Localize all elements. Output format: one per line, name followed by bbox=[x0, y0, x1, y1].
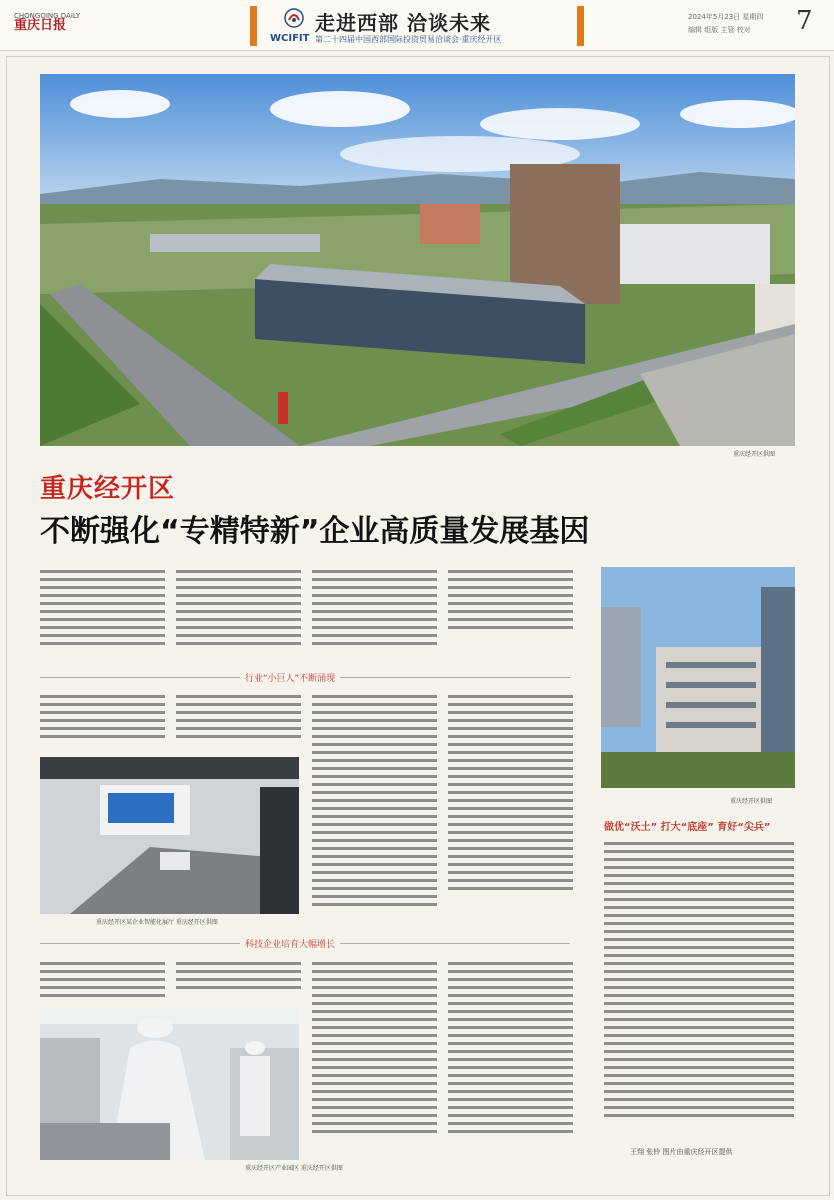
brand-en: CHONGQING DAILY bbox=[14, 12, 81, 20]
editor-credits: 编辑 组版 主管 校对 bbox=[688, 26, 751, 34]
fair-abbr: WCIFIT bbox=[270, 33, 310, 44]
body-text-col-10 bbox=[176, 962, 301, 994]
section-rule bbox=[340, 943, 570, 944]
body-text-col-7 bbox=[312, 695, 437, 911]
article-byline: 王翔 张铃 图片由重庆经开区提供 bbox=[630, 1148, 733, 1156]
accent-bar-left bbox=[250, 6, 257, 46]
body-text-col-9 bbox=[40, 962, 165, 1002]
page-number: 7 bbox=[796, 6, 813, 36]
section-rule bbox=[40, 943, 240, 944]
page-subtitle: 第二十四届中国西部国际投资贸易洽谈会·重庆经开区 bbox=[315, 35, 502, 44]
brand-cn: 重庆日报 bbox=[14, 18, 67, 33]
headline-title: 不断强化“专精特新”企业高质量发展基因 bbox=[40, 514, 590, 549]
factory-workers-photo bbox=[40, 1008, 299, 1160]
body-text-col-right bbox=[604, 842, 794, 1122]
section-heading-2: 科技企业培育大幅增长 bbox=[244, 940, 335, 950]
fair-logo-icon bbox=[284, 8, 304, 28]
hero-aerial-photo bbox=[40, 74, 795, 446]
body-text-col-4 bbox=[448, 570, 573, 634]
hero-photo-credit: 重庆经开区供图 bbox=[733, 451, 776, 458]
section-heading-1: 行业“小巨人”不断涌现 bbox=[244, 674, 336, 684]
body-text-col-12 bbox=[448, 962, 573, 1138]
body-text-col-11 bbox=[312, 962, 437, 1138]
body-text-col-2 bbox=[176, 570, 301, 650]
newspaper-brand bbox=[14, 12, 81, 33]
body-text-col-5 bbox=[40, 695, 165, 743]
body-text-col-6 bbox=[176, 695, 301, 743]
body-text-col-3 bbox=[312, 570, 437, 650]
factory-photo-caption: 重庆经开区产业园区 重庆经开区供图 bbox=[245, 1165, 343, 1172]
issue-date: 2024年5月23日 星期四 bbox=[688, 13, 764, 21]
showroom-photo bbox=[40, 757, 299, 914]
body-text-col-1 bbox=[40, 570, 165, 650]
building-photo bbox=[601, 567, 795, 788]
showroom-photo-caption: 重庆经开区某企业智能化展厅 重庆经开区供图 bbox=[96, 919, 218, 926]
accent-bar-right bbox=[577, 6, 584, 46]
building-photo-caption: 重庆经开区供图 bbox=[730, 798, 773, 805]
page-title: 走进西部 洽谈未来 bbox=[315, 11, 491, 35]
body-text-col-8 bbox=[448, 695, 573, 895]
section-rule bbox=[40, 677, 240, 678]
section-heading-3: 做优“沃土” 打大“底座” 育好“尖兵” bbox=[604, 822, 771, 833]
headline-kicker: 重庆经开区 bbox=[40, 474, 176, 504]
section-rule bbox=[340, 677, 570, 678]
